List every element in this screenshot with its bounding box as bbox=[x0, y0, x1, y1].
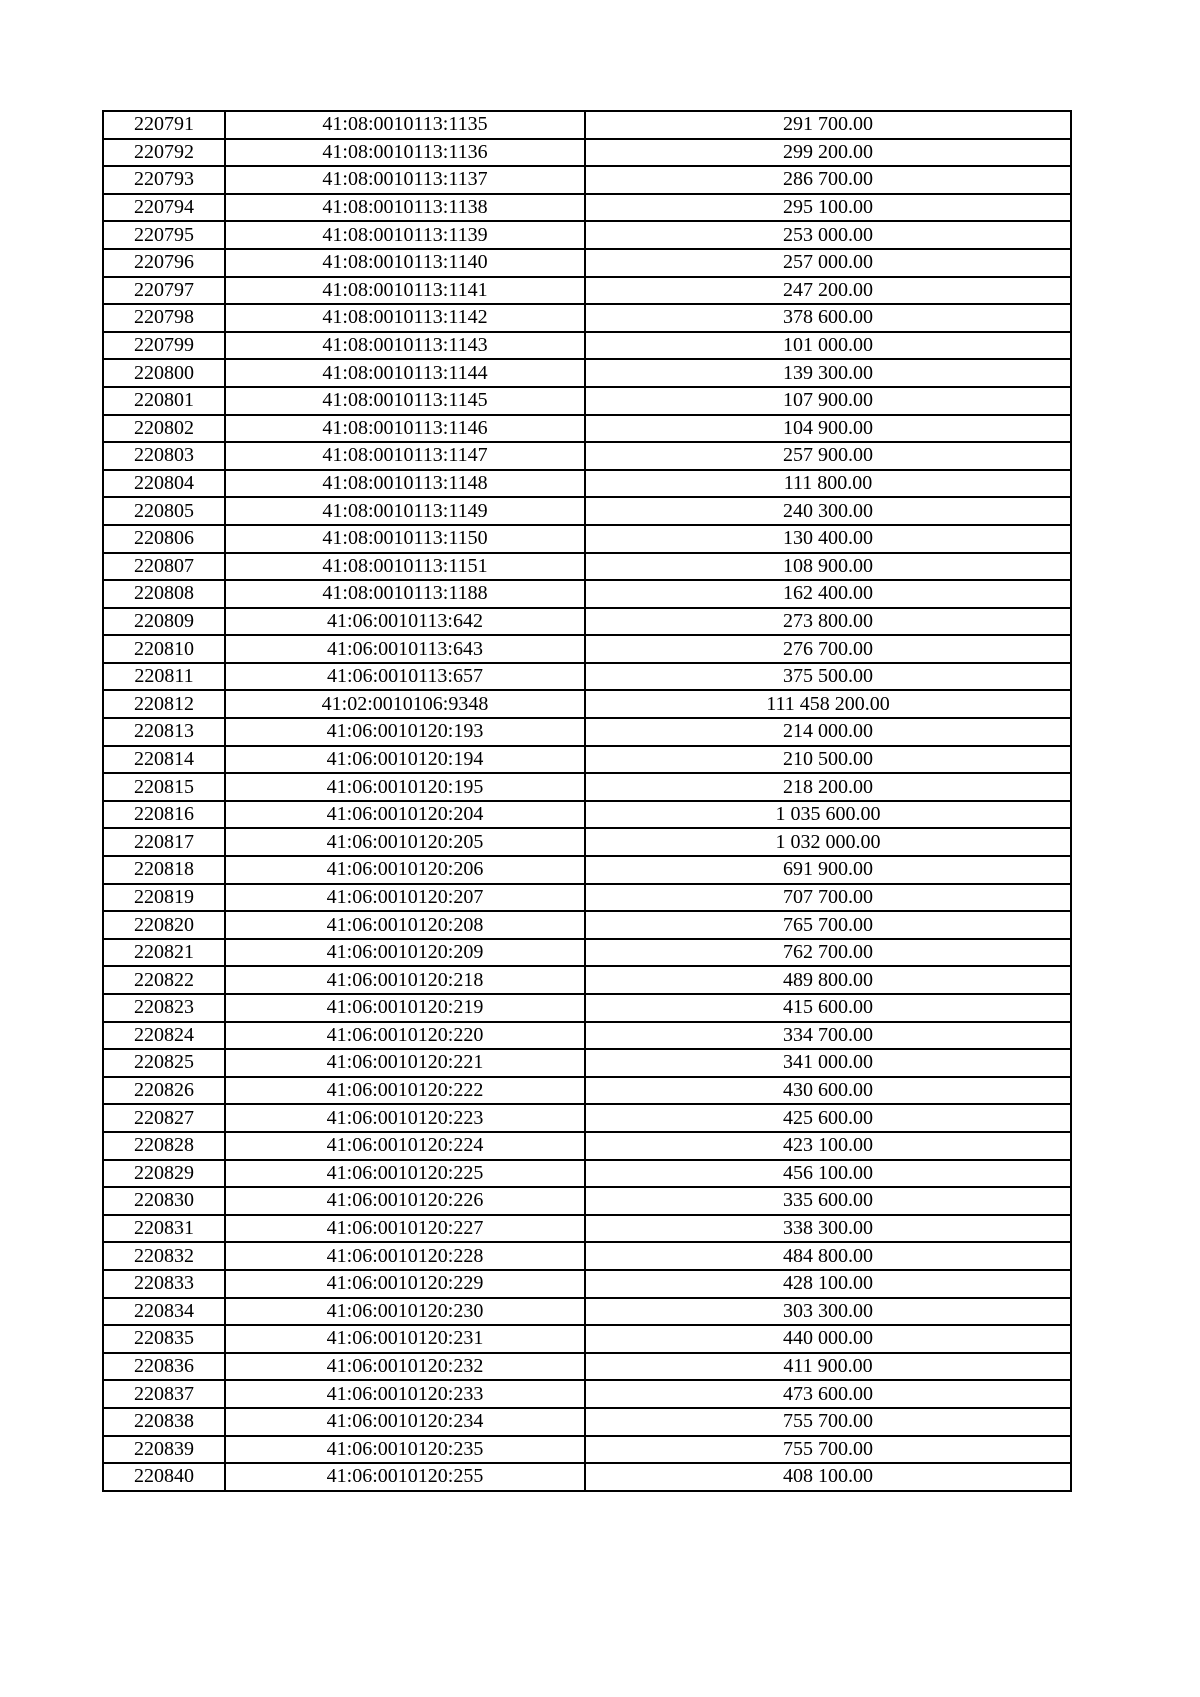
row-number-cell: 220813 bbox=[103, 718, 225, 746]
table-row bbox=[103, 994, 1071, 1022]
cadastral-value-cell: 762 700.00 bbox=[585, 939, 1071, 967]
cadastral-number-cell: 41:06:0010120:235 bbox=[225, 1436, 585, 1464]
cadastral-value-cell: 139 300.00 bbox=[585, 359, 1071, 387]
row-number-cell: 220810 bbox=[103, 635, 225, 663]
table-body bbox=[103, 111, 1071, 1491]
cadastral-number-cell: 41:06:0010120:233 bbox=[225, 1380, 585, 1408]
cadastral-value-cell: 755 700.00 bbox=[585, 1408, 1071, 1436]
cadastral-value-cell: 425 600.00 bbox=[585, 1104, 1071, 1132]
table-row bbox=[103, 580, 1071, 608]
cadastral-number-cell: 41:06:0010120:207 bbox=[225, 884, 585, 912]
cadastral-value-cell: 484 800.00 bbox=[585, 1242, 1071, 1270]
row-number-cell: 220827 bbox=[103, 1104, 225, 1132]
table-row bbox=[103, 387, 1071, 415]
cadastral-number-cell: 41:06:0010120:223 bbox=[225, 1104, 585, 1132]
row-number-cell: 220815 bbox=[103, 773, 225, 801]
row-number-cell: 220791 bbox=[103, 111, 225, 139]
cadastral-number-cell: 41:06:0010120:227 bbox=[225, 1215, 585, 1243]
row-number-cell: 220792 bbox=[103, 139, 225, 167]
table-row bbox=[103, 1132, 1071, 1160]
cadastral-value-cell: 334 700.00 bbox=[585, 1022, 1071, 1050]
cadastral-value-cell: 291 700.00 bbox=[585, 111, 1071, 139]
row-number-cell: 220804 bbox=[103, 470, 225, 498]
cadastral-number-cell: 41:08:0010113:1142 bbox=[225, 304, 585, 332]
cadastral-number-cell: 41:06:0010120:194 bbox=[225, 746, 585, 774]
row-number-cell: 220835 bbox=[103, 1325, 225, 1353]
cadastral-value-cell: 415 600.00 bbox=[585, 994, 1071, 1022]
cadastral-value-cell: 253 000.00 bbox=[585, 221, 1071, 249]
row-number-cell: 220814 bbox=[103, 746, 225, 774]
cadastral-value-cell: 341 000.00 bbox=[585, 1049, 1071, 1077]
table-row bbox=[103, 1325, 1071, 1353]
table-row bbox=[103, 718, 1071, 746]
cadastral-number-cell: 41:06:0010120:230 bbox=[225, 1298, 585, 1326]
cadastral-value-cell: 428 100.00 bbox=[585, 1270, 1071, 1298]
table-row bbox=[103, 1049, 1071, 1077]
row-number-cell: 220836 bbox=[103, 1353, 225, 1381]
cadastral-value-cell: 276 700.00 bbox=[585, 635, 1071, 663]
cadastral-value-cell: 210 500.00 bbox=[585, 746, 1071, 774]
row-number-cell: 220820 bbox=[103, 911, 225, 939]
cadastral-value-cell: 247 200.00 bbox=[585, 277, 1071, 305]
cadastral-value-cell: 1 032 000.00 bbox=[585, 828, 1071, 856]
cadastral-number-cell: 41:08:0010113:1141 bbox=[225, 277, 585, 305]
table-row bbox=[103, 553, 1071, 581]
table-row bbox=[103, 663, 1071, 691]
table-row bbox=[103, 1242, 1071, 1270]
row-number-cell: 220802 bbox=[103, 415, 225, 443]
cadastral-value-cell: 378 600.00 bbox=[585, 304, 1071, 332]
row-number-cell: 220796 bbox=[103, 249, 225, 277]
cadastral-value-cell: 303 300.00 bbox=[585, 1298, 1071, 1326]
row-number-cell: 220826 bbox=[103, 1077, 225, 1105]
cadastral-number-cell: 41:08:0010113:1140 bbox=[225, 249, 585, 277]
cadastral-value-cell: 286 700.00 bbox=[585, 166, 1071, 194]
row-number-cell: 220793 bbox=[103, 166, 225, 194]
cadastral-number-cell: 41:08:0010113:1145 bbox=[225, 387, 585, 415]
table-row bbox=[103, 497, 1071, 525]
row-number-cell: 220833 bbox=[103, 1270, 225, 1298]
cadastral-value-cell: 101 000.00 bbox=[585, 332, 1071, 360]
cadastral-number-cell: 41:08:0010113:1136 bbox=[225, 139, 585, 167]
cadastral-value-cell: 299 200.00 bbox=[585, 139, 1071, 167]
cadastral-number-cell: 41:06:0010120:226 bbox=[225, 1187, 585, 1215]
row-number-cell: 220812 bbox=[103, 690, 225, 718]
cadastral-number-cell: 41:06:0010120:232 bbox=[225, 1353, 585, 1381]
cadastral-value-cell: 440 000.00 bbox=[585, 1325, 1071, 1353]
cadastral-number-cell: 41:06:0010120:229 bbox=[225, 1270, 585, 1298]
table-row bbox=[103, 166, 1071, 194]
row-number-cell: 220817 bbox=[103, 828, 225, 856]
table-row bbox=[103, 277, 1071, 305]
cadastral-value-cell: 456 100.00 bbox=[585, 1160, 1071, 1188]
row-number-cell: 220824 bbox=[103, 1022, 225, 1050]
cadastral-value-cell: 273 800.00 bbox=[585, 608, 1071, 636]
table-row bbox=[103, 1022, 1071, 1050]
table-row bbox=[103, 111, 1071, 139]
table-row bbox=[103, 415, 1071, 443]
cadastral-number-cell: 41:06:0010120:222 bbox=[225, 1077, 585, 1105]
table-row bbox=[103, 442, 1071, 470]
table-row bbox=[103, 801, 1071, 829]
cadastral-number-cell: 41:06:0010120:209 bbox=[225, 939, 585, 967]
cadastral-value-cell: 162 400.00 bbox=[585, 580, 1071, 608]
table-row bbox=[103, 1160, 1071, 1188]
table-row bbox=[103, 249, 1071, 277]
table-row bbox=[103, 911, 1071, 939]
cadastral-value-cell: 765 700.00 bbox=[585, 911, 1071, 939]
row-number-cell: 220837 bbox=[103, 1380, 225, 1408]
cadastral-number-cell: 41:08:0010113:1137 bbox=[225, 166, 585, 194]
cadastral-value-cell: 691 900.00 bbox=[585, 856, 1071, 884]
cadastral-value-cell: 408 100.00 bbox=[585, 1463, 1071, 1491]
cadastral-value-cell: 755 700.00 bbox=[585, 1436, 1071, 1464]
row-number-cell: 220799 bbox=[103, 332, 225, 360]
row-number-cell: 220839 bbox=[103, 1436, 225, 1464]
cadastral-number-cell: 41:06:0010120:195 bbox=[225, 773, 585, 801]
cadastral-number-cell: 41:06:0010113:643 bbox=[225, 635, 585, 663]
cadastral-number-cell: 41:06:0010120:225 bbox=[225, 1160, 585, 1188]
row-number-cell: 220811 bbox=[103, 663, 225, 691]
cadastral-number-cell: 41:06:0010120:208 bbox=[225, 911, 585, 939]
row-number-cell: 220829 bbox=[103, 1160, 225, 1188]
cadastral-number-cell: 41:06:0010120:221 bbox=[225, 1049, 585, 1077]
cadastral-number-cell: 41:08:0010113:1138 bbox=[225, 194, 585, 222]
row-number-cell: 220797 bbox=[103, 277, 225, 305]
cadastral-number-cell: 41:06:0010120:220 bbox=[225, 1022, 585, 1050]
table-row bbox=[103, 194, 1071, 222]
cadastral-number-cell: 41:08:0010113:1151 bbox=[225, 553, 585, 581]
cadastral-number-cell: 41:08:0010113:1147 bbox=[225, 442, 585, 470]
table-row bbox=[103, 1298, 1071, 1326]
row-number-cell: 220803 bbox=[103, 442, 225, 470]
cadastral-number-cell: 41:06:0010120:219 bbox=[225, 994, 585, 1022]
cadastral-value-cell: 257 900.00 bbox=[585, 442, 1071, 470]
row-number-cell: 220807 bbox=[103, 553, 225, 581]
table-row bbox=[103, 221, 1071, 249]
table-row bbox=[103, 304, 1071, 332]
table-row bbox=[103, 856, 1071, 884]
cadastral-value-cell: 218 200.00 bbox=[585, 773, 1071, 801]
row-number-cell: 220831 bbox=[103, 1215, 225, 1243]
cadastral-number-cell: 41:08:0010113:1146 bbox=[225, 415, 585, 443]
row-number-cell: 220825 bbox=[103, 1049, 225, 1077]
cadastral-value-cell: 338 300.00 bbox=[585, 1215, 1071, 1243]
table-row bbox=[103, 1104, 1071, 1132]
row-number-cell: 220806 bbox=[103, 525, 225, 553]
cadastral-value-cell: 473 600.00 bbox=[585, 1380, 1071, 1408]
cadastral-number-cell: 41:06:0010120:234 bbox=[225, 1408, 585, 1436]
table-row bbox=[103, 966, 1071, 994]
row-number-cell: 220808 bbox=[103, 580, 225, 608]
row-number-cell: 220800 bbox=[103, 359, 225, 387]
cadastral-number-cell: 41:08:0010113:1144 bbox=[225, 359, 585, 387]
cadastral-value-table bbox=[102, 110, 1072, 1492]
cadastral-value-cell: 1 035 600.00 bbox=[585, 801, 1071, 829]
cadastral-value-cell: 423 100.00 bbox=[585, 1132, 1071, 1160]
row-number-cell: 220819 bbox=[103, 884, 225, 912]
table-row bbox=[103, 525, 1071, 553]
cadastral-number-cell: 41:06:0010120:224 bbox=[225, 1132, 585, 1160]
table-row bbox=[103, 828, 1071, 856]
cadastral-value-cell: 489 800.00 bbox=[585, 966, 1071, 994]
cadastral-number-cell: 41:02:0010106:9348 bbox=[225, 690, 585, 718]
row-number-cell: 220828 bbox=[103, 1132, 225, 1160]
cadastral-number-cell: 41:08:0010113:1149 bbox=[225, 497, 585, 525]
row-number-cell: 220838 bbox=[103, 1408, 225, 1436]
table-row bbox=[103, 773, 1071, 801]
table-row bbox=[103, 332, 1071, 360]
table-row bbox=[103, 746, 1071, 774]
cadastral-value-cell: 104 900.00 bbox=[585, 415, 1071, 443]
cadastral-value-cell: 295 100.00 bbox=[585, 194, 1071, 222]
cadastral-number-cell: 41:06:0010120:228 bbox=[225, 1242, 585, 1270]
cadastral-number-cell: 41:08:0010113:1150 bbox=[225, 525, 585, 553]
row-number-cell: 220830 bbox=[103, 1187, 225, 1215]
table-row bbox=[103, 1270, 1071, 1298]
cadastral-value-cell: 108 900.00 bbox=[585, 553, 1071, 581]
cadastral-value-cell: 430 600.00 bbox=[585, 1077, 1071, 1105]
table-row bbox=[103, 635, 1071, 663]
cadastral-number-cell: 41:08:0010113:1139 bbox=[225, 221, 585, 249]
row-number-cell: 220805 bbox=[103, 497, 225, 525]
cadastral-number-cell: 41:06:0010113:657 bbox=[225, 663, 585, 691]
row-number-cell: 220822 bbox=[103, 966, 225, 994]
table-row bbox=[103, 608, 1071, 636]
table-row bbox=[103, 1463, 1071, 1491]
cadastral-number-cell: 41:06:0010120:231 bbox=[225, 1325, 585, 1353]
cadastral-number-cell: 41:06:0010113:642 bbox=[225, 608, 585, 636]
row-number-cell: 220801 bbox=[103, 387, 225, 415]
cadastral-value-cell: 375 500.00 bbox=[585, 663, 1071, 691]
cadastral-value-cell: 411 900.00 bbox=[585, 1353, 1071, 1381]
table-row bbox=[103, 939, 1071, 967]
cadastral-value-cell: 707 700.00 bbox=[585, 884, 1071, 912]
table-row bbox=[103, 1380, 1071, 1408]
cadastral-number-cell: 41:08:0010113:1143 bbox=[225, 332, 585, 360]
cadastral-number-cell: 41:06:0010120:204 bbox=[225, 801, 585, 829]
table-row bbox=[103, 1187, 1071, 1215]
table-row bbox=[103, 139, 1071, 167]
cadastral-value-cell: 130 400.00 bbox=[585, 525, 1071, 553]
cadastral-value-cell: 257 000.00 bbox=[585, 249, 1071, 277]
row-number-cell: 220795 bbox=[103, 221, 225, 249]
row-number-cell: 220818 bbox=[103, 856, 225, 884]
cadastral-number-cell: 41:06:0010120:218 bbox=[225, 966, 585, 994]
cadastral-value-cell: 107 900.00 bbox=[585, 387, 1071, 415]
cadastral-value-cell: 240 300.00 bbox=[585, 497, 1071, 525]
table-row bbox=[103, 1215, 1071, 1243]
row-number-cell: 220823 bbox=[103, 994, 225, 1022]
cadastral-number-cell: 41:08:0010113:1135 bbox=[225, 111, 585, 139]
table-row bbox=[103, 470, 1071, 498]
cadastral-number-cell: 41:06:0010120:205 bbox=[225, 828, 585, 856]
row-number-cell: 220798 bbox=[103, 304, 225, 332]
table-row bbox=[103, 1408, 1071, 1436]
cadastral-number-cell: 41:06:0010120:193 bbox=[225, 718, 585, 746]
cadastral-value-cell: 111 458 200.00 bbox=[585, 690, 1071, 718]
cadastral-value-cell: 214 000.00 bbox=[585, 718, 1071, 746]
row-number-cell: 220794 bbox=[103, 194, 225, 222]
cadastral-value-cell: 335 600.00 bbox=[585, 1187, 1071, 1215]
table-row bbox=[103, 1077, 1071, 1105]
row-number-cell: 220809 bbox=[103, 608, 225, 636]
row-number-cell: 220832 bbox=[103, 1242, 225, 1270]
cadastral-number-cell: 41:06:0010120:255 bbox=[225, 1463, 585, 1491]
row-number-cell: 220834 bbox=[103, 1298, 225, 1326]
cadastral-number-cell: 41:06:0010120:206 bbox=[225, 856, 585, 884]
table-row bbox=[103, 690, 1071, 718]
cadastral-number-cell: 41:08:0010113:1188 bbox=[225, 580, 585, 608]
table-row bbox=[103, 359, 1071, 387]
cadastral-number-cell: 41:08:0010113:1148 bbox=[225, 470, 585, 498]
table-row bbox=[103, 884, 1071, 912]
table-row bbox=[103, 1353, 1071, 1381]
row-number-cell: 220821 bbox=[103, 939, 225, 967]
table-row bbox=[103, 1436, 1071, 1464]
row-number-cell: 220816 bbox=[103, 801, 225, 829]
row-number-cell: 220840 bbox=[103, 1463, 225, 1491]
cadastral-value-cell: 111 800.00 bbox=[585, 470, 1071, 498]
